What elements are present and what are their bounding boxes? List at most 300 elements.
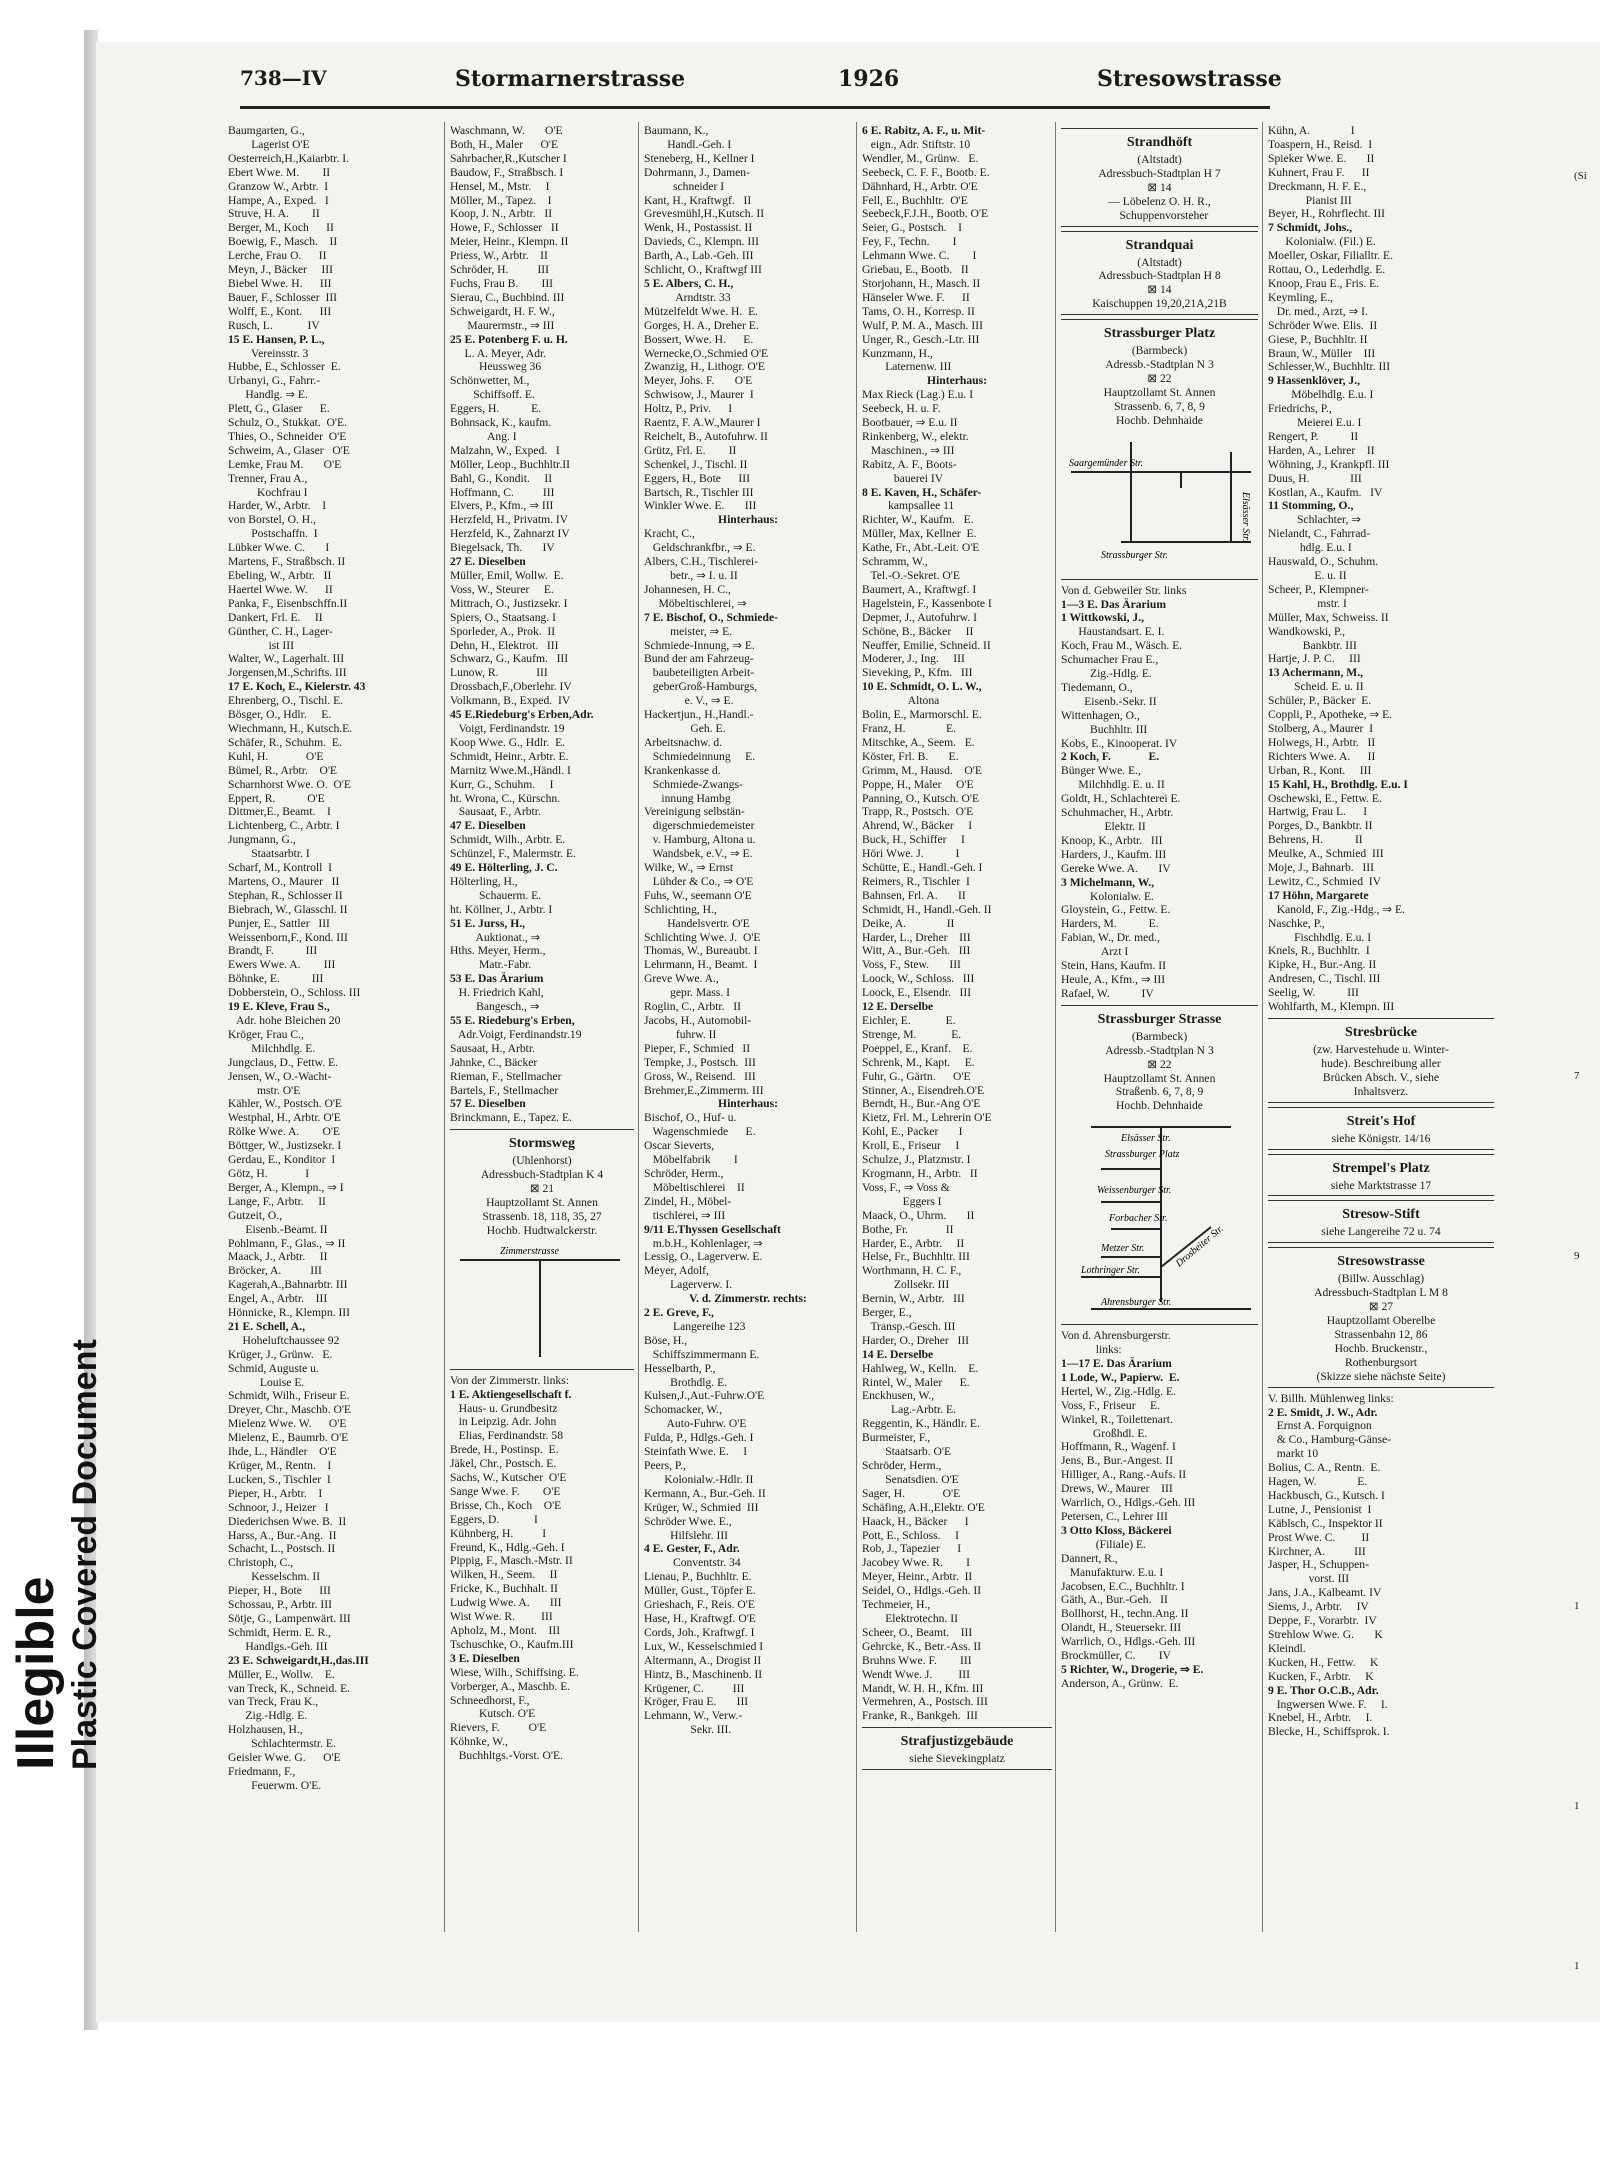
directory-entry: 23 E. Schweigardt,H.,das.III xyxy=(228,1653,369,1667)
directory-entry: Stinner, A., Eisendreh.O'E xyxy=(862,1083,985,1097)
directory-entry: Müller, Max, Schweiss. II xyxy=(1268,610,1389,624)
directory-entry: Hagelstein, F., Kassenbote I xyxy=(862,596,992,610)
directory-entry: Elektrotechn. II xyxy=(862,1611,958,1625)
directory-entry: Raentz, F. A.W.,Maurer I xyxy=(644,416,761,430)
directory-entry: Wiechmann, H., Kutsch.E. xyxy=(228,721,353,735)
directory-entry: schneider I xyxy=(644,179,725,193)
directory-entry: mstr. O'E xyxy=(228,1083,301,1097)
section-subheading: Hinterhaus: xyxy=(927,374,987,388)
directory-entry: Depmer, J., Autofuhrw. I xyxy=(862,610,978,624)
directory-entry: Senatsdien. O'E xyxy=(862,1472,959,1486)
directory-entry: Kucken, H., Fettw. K xyxy=(1268,1655,1379,1669)
directory-entry: Dobberstein, O., Schloss. III xyxy=(228,986,361,1000)
directory-entry: Von d. Ahrensburgerstr. xyxy=(1061,1329,1171,1343)
directory-entry: Holtz, P., Priv. I xyxy=(644,402,733,416)
directory-entry: Möbelfabrik I xyxy=(644,1153,738,1167)
directory-entry: 4 E. Gester, F., Adr. xyxy=(644,1542,740,1556)
directory-entry: Ludwig Wwe. A. III xyxy=(450,1596,562,1610)
directory-entry: Schulze, J., Platzmstr. I xyxy=(862,1153,971,1167)
directory-entry: Schlicht, O., Kraftwgf III xyxy=(644,263,762,277)
directory-entry: Rölke Wwe. A. O'E xyxy=(228,1125,341,1139)
directory-entry: Vorberger, A., Maschb. E. xyxy=(450,1679,571,1693)
directory-entry: Buchhltr. III xyxy=(1061,722,1148,736)
directory-entry: Harders, M. E. xyxy=(1061,917,1159,931)
directory-entry: Altona xyxy=(862,694,940,708)
directory-entry: Warrlich, O., Hdlgs.-Geh. III xyxy=(1061,1496,1196,1510)
directory-entry: Mützelfeldt Wwe. H. E. xyxy=(644,304,759,318)
directory-entry: Moderer, J., Ing. III xyxy=(862,652,965,666)
stresowstrasse-block xyxy=(1268,1247,1494,1387)
directory-entry: Meierei E.u. I xyxy=(1268,416,1362,430)
directory-entry: Hackbusch, G., Kutsch. I xyxy=(1268,1488,1385,1502)
strassburger-strasse-block xyxy=(1061,1005,1258,1325)
map-label-forbacher: Forbacher Str. xyxy=(1109,1213,1168,1225)
directory-entry: Kohl, E., Packer I xyxy=(862,1125,963,1139)
directory-entry: Schacht, L., Postsch. II xyxy=(228,1542,336,1556)
directory-entry: 7 E. Bischof, O., Schmiede- xyxy=(644,610,778,624)
stresow-stift-block xyxy=(1268,1200,1494,1243)
directory-entry: Schlichting, H., xyxy=(644,902,717,916)
directory-entry: Strenge, M. E. xyxy=(862,1027,962,1041)
directory-entry: Dittmer,E., Beamt. I xyxy=(228,805,331,819)
directory-entry: Meyer, Johs. F. O'E xyxy=(644,374,753,388)
directory-entry: Geldschrankfbr., ⇒ E. xyxy=(644,541,756,555)
directory-entry: Rintel, W., Maler E. xyxy=(862,1375,970,1389)
year: 1926 xyxy=(838,66,900,92)
directory-entry: Gerdau, E., Konditor I xyxy=(228,1153,336,1167)
directory-entry: Schomacker, W., xyxy=(644,1403,723,1417)
directory-entry: Vereinigung selbstän- xyxy=(644,805,745,819)
directory-entry: Rafael, W. IV xyxy=(1061,986,1154,1000)
directory-entry: Postschaffn. I xyxy=(228,527,318,541)
directory-entry: ist III xyxy=(228,638,295,652)
directory-entry: Schwarz, G., Kaufm. III xyxy=(450,652,569,666)
directory-entry: Hönnicke, R., Klempn. III xyxy=(228,1306,351,1320)
directory-entry: Oschewski, E., Fettw. E. xyxy=(1268,791,1382,805)
directory-entry: Harder, L., Dreher III xyxy=(862,930,971,944)
directory-entry: Jacobsen, E.C., Buchhltr. I xyxy=(1061,1579,1185,1593)
directory-entry: Hths. Meyer, Herm., xyxy=(450,944,546,958)
directory-entry: Bösger, O., Hdlr. E. xyxy=(228,708,332,722)
directory-entry: Kolonialw. (Fil.) E. xyxy=(1268,235,1376,249)
directory-entry: Bangesch., ⇒ xyxy=(450,1000,540,1014)
directory-entry: Worthmann, H. C. F., xyxy=(862,1264,962,1278)
directory-entry: Kracht, C., xyxy=(644,527,695,541)
directory-entry: Deike, A. II xyxy=(862,916,955,930)
directory-entry: Mandt, W. H. H., Kfm. III xyxy=(862,1681,984,1695)
directory-entry: Plett, G., Glaser E. xyxy=(228,402,330,416)
directory-entry: Buchhltgs.-Vorst. O'E. xyxy=(450,1749,563,1763)
directory-entry: Knoop, K., Arbtr. III xyxy=(1061,833,1163,847)
directory-entry: Handlg. ⇒ E. xyxy=(228,388,308,402)
column-divider xyxy=(1262,122,1263,1932)
directory-entry: Struve, H. A. II xyxy=(228,207,320,221)
directory-entry: Hilfslehr. III xyxy=(644,1528,729,1542)
directory-entry: Cords, Joh., Kraftwgf. I xyxy=(644,1625,755,1639)
directory-entry: Stephan, R., Schlosser II xyxy=(228,888,343,902)
directory-entry: 57 E. Dieselben xyxy=(450,1097,526,1111)
directory-entry: Friedrichs, P., xyxy=(1268,402,1332,416)
column-6 xyxy=(1268,124,1494,1934)
directory-entry: Handlgs.-Geh. III xyxy=(228,1639,328,1653)
directory-entry: Scharf, M., Kontroll I xyxy=(228,861,333,875)
directory-entry: m.b.H., Kohlenlager, ⇒ xyxy=(644,1236,763,1250)
directory-entry: Mitschke, A., Seem. E. xyxy=(862,735,975,749)
directory-entry: Meyer, Heinr., Arbtr. II xyxy=(862,1570,973,1584)
directory-entry: Tel.-O.-Sekret. O'E xyxy=(862,569,960,582)
street-info-line: Hauptzollamt St. Annen xyxy=(486,1195,598,1209)
directory-entry: Bümel, R., Arbtr. O'E xyxy=(228,763,338,777)
directory-entry: 17 E. Koch, E., Kielerstr. 43 xyxy=(228,680,366,694)
directory-entry: Zig.-Hdlg. E. xyxy=(1061,667,1152,681)
directory-entry: Schlachter, ⇒ xyxy=(1268,513,1361,527)
directory-entry: Geisler Wwe. G. O'E xyxy=(228,1751,341,1765)
directory-entry: 5 Richter, W., Drogerie, ⇒ E. xyxy=(1061,1662,1204,1676)
directory-entry: (Filiale) E. xyxy=(1061,1537,1147,1551)
street-info-line: Hauptzollamt St. Annen xyxy=(1103,1071,1216,1085)
directory-entry: Rusch, L. IV xyxy=(228,318,320,332)
directory-entry: Stolberg, A., Maurer I xyxy=(1268,721,1374,735)
directory-entry: Weissenborn,F., Kond. III xyxy=(228,930,348,944)
strassburger-platz-sketch xyxy=(1061,432,1258,572)
directory-entry: Jasper, H., Schuppen- xyxy=(1268,1558,1369,1572)
directory-entry: Bahnsen, Frl. A. II xyxy=(862,888,966,902)
directory-entry: Hackertjun., H.,Handl.- xyxy=(644,708,754,722)
street-info-line: ⊠ 22 xyxy=(1147,371,1172,385)
directory-entry: Bund der am Fahrzeug- xyxy=(644,652,754,666)
directory-entry: van Treck, K., Schneid. E. xyxy=(228,1681,351,1695)
directory-entry: Schmidt, Herm. E. R., xyxy=(228,1625,332,1639)
directory-entry: Dreyer, Chr., Maschb. O'E xyxy=(228,1403,352,1417)
directory-entry: 9 E. Thor O.C.B., Adr. xyxy=(1268,1683,1379,1697)
directory-entry: Vermehren, A., Postsch. III xyxy=(862,1695,988,1709)
stresowstrasse-title: Stresowstrasse xyxy=(1337,1254,1425,1270)
directory-entry: Conventstr. 34 xyxy=(644,1556,741,1570)
directory-entry: Lehmann Wwe. C. I xyxy=(862,249,977,263)
directory-entry: 15 E. Hansen, P. L., xyxy=(228,332,325,346)
directory-entry: Krüger, J., Grünw. E. xyxy=(228,1347,333,1361)
directory-entry: Bolin, E., Marmorschl. E. xyxy=(862,708,982,722)
directory-entry: Priess, W., Arbtr. II xyxy=(450,249,548,263)
directory-entry: Schöne, B., Bäcker II xyxy=(862,624,974,638)
directory-entry: Kurr, G., Schuhm. I xyxy=(450,777,554,791)
directory-entry: Porges, D., Bankbtr. II xyxy=(1268,819,1373,833)
street-info-line: ⊠ 27 xyxy=(1368,1300,1394,1314)
directory-entry: Eppert, R. O'E xyxy=(228,791,325,805)
street-info-line: Strassenbahn 12, 86 xyxy=(1334,1327,1428,1341)
directory-entry: meister, ⇒ E. xyxy=(644,624,733,638)
directory-entry: Schweigardt, H. F. W., xyxy=(450,304,555,318)
directory-entry: Kolonialw.-Hdlr. II xyxy=(644,1472,754,1486)
directory-entry: Hertel, W., Zig.-Hdlg. E. xyxy=(1061,1384,1176,1398)
directory-entry: Duus, H. III xyxy=(1268,471,1362,485)
directory-entry: 53 E. Das Ärarium xyxy=(450,972,544,986)
directory-entry: Schneedhorst, F., xyxy=(450,1693,530,1707)
directory-entry: Harden, A., Lehrer II xyxy=(1268,443,1375,457)
directory-entry: 2 Koch, F. E. xyxy=(1061,750,1160,764)
directory-entry: Arbeitsnachw. d. xyxy=(644,735,723,749)
directory-entry: Koop Wwe. G., Hdlr. E. xyxy=(450,735,566,749)
directory-entry: Trenner, Frau A., xyxy=(228,471,308,485)
directory-entry: Eichler, E. E. xyxy=(862,1014,956,1027)
directory-entry: Kutsch. O'E xyxy=(450,1707,536,1721)
directory-entry: Moeller, Oskar, Filialltr. E. xyxy=(1268,249,1393,263)
directory-entry: Maack, O., Uhrm. II xyxy=(862,1208,975,1222)
strassburger-strasse-title: Strassburger Strasse xyxy=(1097,1011,1222,1027)
street-info-line: hude). Beschreibung aller xyxy=(1321,1056,1441,1070)
directory-entry: Bootbauer, ⇒ E.u. II xyxy=(862,416,958,430)
directory-entry: Voss, F., Stew. III xyxy=(862,958,961,972)
street-info-line: Hauptzollamt Oberelbe xyxy=(1326,1314,1436,1328)
directory-entry: 6 E. Rabitz, A. F., u. Mit- xyxy=(862,124,986,137)
directory-entry: Reichelt, B., Autofuhrw. II xyxy=(644,429,768,443)
directory-entry: Großhdl. E. xyxy=(1061,1426,1148,1440)
directory-entry: 5 E. Albers, C. H., xyxy=(644,276,734,290)
directory-entry: Holzhausen, H., xyxy=(228,1723,303,1737)
directory-entry: Petersen, C., Lehrer III xyxy=(1061,1510,1168,1523)
directory-entry: Drews, W., Maurer III xyxy=(1061,1482,1173,1496)
directory-entry: Tams, O. H., Korresp. II xyxy=(862,304,975,318)
stresow-stift-title: Stresow-Stift xyxy=(1342,1207,1420,1223)
directory-entry: Hagen, W. E. xyxy=(1268,1475,1368,1489)
directory-entry: Elias, Ferdinandstr. 58 xyxy=(450,1429,564,1443)
directory-entry: Fell, E., Buchhltr. O'E xyxy=(862,193,968,207)
directory-entry: Jäkel, Chr., Postsch. E. xyxy=(450,1457,557,1471)
directory-entry: Schmid, Auguste u. xyxy=(228,1361,319,1375)
directory-entry: Hilliger, A., Rang.-Aufs. II xyxy=(1061,1468,1187,1482)
directory-entry: Berger, A., Klempn., ⇒ I xyxy=(228,1180,344,1194)
directory-entry: V. Billh. Mühlenweg links: xyxy=(1268,1391,1394,1405)
directory-entry: Biegelsack, Th. IV xyxy=(450,541,555,555)
directory-entry: 1 Wittkowski, J., xyxy=(1061,611,1145,625)
directory-entry: Harder, E., Arbtr. II xyxy=(862,1236,965,1250)
directory-entry: Bartels, F., Stellmacher xyxy=(450,1083,559,1097)
directory-entry: Steinfath Wwe. E. I xyxy=(644,1445,748,1459)
directory-entry: Baumgarten, G., xyxy=(228,124,305,137)
directory-entry: Altermann, A., Drogist II xyxy=(644,1653,762,1667)
directory-entry: Schiffszimmermann E. xyxy=(644,1347,760,1361)
strafjustiz-block xyxy=(862,1727,1052,1770)
directory-entry: Hartwig, Frau L. I xyxy=(1268,805,1368,819)
directory-entry: Brinckmann, E., Tapez. E. xyxy=(450,1111,572,1125)
directory-entry: Bauer, F., Schlosser III xyxy=(228,290,338,304)
directory-entry: mstr. I xyxy=(1268,596,1347,610)
column-3 xyxy=(644,124,852,1934)
directory-entry: 12 E. Derselbe xyxy=(862,1000,934,1014)
map-label-lothringer: Lothringer Str. xyxy=(1081,1265,1140,1277)
directory-entry: Seebeck, C. F. F., Bootb. E. xyxy=(862,165,990,179)
side-label xyxy=(6,770,106,1770)
directory-entry: Bothe, Fr. II xyxy=(862,1222,954,1236)
directory-entry: Lemke, Frau M. O'E xyxy=(228,457,342,471)
directory-entry: Seebeck,F.J.H., Bootb. O'E xyxy=(862,207,989,221)
directory-entry: Ernst A. Forquignon xyxy=(1268,1419,1372,1433)
edge-fragment: 7 xyxy=(1574,1070,1580,1082)
directory-entry: 13 Achermann, M., xyxy=(1268,666,1363,680)
directory-entry: fuhrw. II xyxy=(644,1027,717,1041)
directory-entry: Christoph, C., xyxy=(228,1556,294,1570)
directory-entry: Handl.-Geh. I xyxy=(644,137,732,151)
directory-entry: Kesselschm. II xyxy=(228,1570,321,1584)
street-info-line: ⊠ 21 xyxy=(529,1182,555,1196)
directory-entry: Voss, W., Steurer E. xyxy=(450,582,554,596)
strassburger-strasse-sketch xyxy=(1061,1117,1258,1317)
map-label-ahrensburger: Ahrensburger Str. xyxy=(1101,1297,1172,1309)
directory-entry: geberGroß-Hamburgs, xyxy=(644,680,758,694)
street-info-line: Adressbuch-Stadtplan H 8 xyxy=(1098,269,1221,283)
directory-entry: Bischof, O., Huf- u. xyxy=(644,1111,737,1125)
directory-entry: Trapp, R., Postsch. O'E xyxy=(862,805,974,819)
directory-entry: Voss, F., ⇒ Voss & xyxy=(862,1180,950,1194)
directory-entry: Schmidt, Wilh., Arbtr. E. xyxy=(450,833,566,847)
directory-entry: ht. Köllner, J., Arbtr. I xyxy=(450,902,553,916)
directory-entry: Hampe, A., Exped. I xyxy=(228,193,329,207)
directory-entry: Knoop, Frau E., Fris. E. xyxy=(1268,276,1380,290)
streits-hof-text: siehe Königstr. 14/16 xyxy=(1331,1131,1431,1145)
directory-entry: Bohnsack, K., kaufm. xyxy=(450,416,552,430)
directory-entry: Scharnhorst Wwe. O. O'E xyxy=(228,777,351,791)
directory-entry: Seelig, W. III xyxy=(1268,986,1359,1000)
directory-entry: Roglin, C., Arbtr. II xyxy=(644,1000,741,1014)
directory-entry: Kochfrau I xyxy=(228,485,308,499)
directory-entry: Gereke Wwe. A. IV xyxy=(1061,861,1171,875)
strandhoeft-title: Strandhöft xyxy=(1126,135,1193,150)
directory-entry: Friedmann, F., xyxy=(228,1764,296,1778)
directory-entry: Lagerverw. I. xyxy=(644,1278,733,1292)
directory-entry: Kobs, E., Kinooperat. IV xyxy=(1061,736,1178,750)
directory-entry: Mielenz Wwe. W. O'E xyxy=(228,1417,347,1431)
directory-entry: Warrlich, O., Hdlgs.-Geh. III xyxy=(1061,1635,1196,1649)
directory-entry: Walter, W., Lagerhalt. III xyxy=(228,652,345,666)
directory-entry: 1 E. Aktiengesellschaft f. xyxy=(450,1387,572,1401)
street-info-line: Schuppenvorsteher xyxy=(1110,208,1209,222)
directory-entry: Pott, E., Schloss. I xyxy=(862,1528,959,1542)
map-label-zimmerstrasse: Zimmerstrasse xyxy=(500,1245,559,1257)
directory-entry: Voss, F., Friseur E. xyxy=(1061,1398,1161,1412)
directory-entry: Milchhdlg. E. u. II xyxy=(1061,778,1165,792)
directory-entry: baubeteiligten Arbeit- xyxy=(644,666,755,680)
directory-entry: tischlerei, ⇒ III xyxy=(644,1208,726,1222)
directory-entry: Kähler, W., Postsch. O'E xyxy=(228,1097,343,1111)
directory-entry: Sausaat, H., Arbtr. xyxy=(450,1041,536,1055)
map-label-metzer: Metzer Str. xyxy=(1101,1243,1145,1255)
directory-entry: Rinkenberg, W., elektr. xyxy=(862,429,969,443)
directory-entry: 45 E.Riedeburg's Erben,Adr. xyxy=(450,708,594,722)
section-subheading: Hinterhaus: xyxy=(718,513,778,527)
directory-entry: Harders, J., Kaufm. III xyxy=(1061,847,1167,861)
directory-entry: Schütte, E., Handl.-Geh. I xyxy=(862,861,983,875)
directory-entry: Eggers I xyxy=(862,1194,942,1208)
directory-entry: Griebau, E., Bootb. II xyxy=(862,263,969,277)
directory-entry: Schlesser,W., Buchhltr. III xyxy=(1268,360,1391,374)
directory-entry: Langereihe 123 xyxy=(644,1319,746,1333)
directory-entry: Schröder, Herm., xyxy=(862,1459,942,1472)
directory-entry: Kühnberg, H. I xyxy=(450,1526,547,1540)
directory-entry: bauerei IV xyxy=(862,471,944,485)
directory-entry: Grevesmühl,H.,Kutsch. II xyxy=(644,207,765,221)
directory-entry: Jahnke, C., Bäcker xyxy=(450,1055,538,1069)
directory-entry: Anderson, A., Grünw. E. xyxy=(1061,1676,1179,1690)
street-info-line: Inhaltsverz. xyxy=(1353,1084,1409,1098)
directory-entry: Krüger, W., Schmied III xyxy=(644,1500,759,1514)
streits-hof-title: Streit's Hof xyxy=(1346,1113,1416,1129)
directory-entry: Tiedemann, O., xyxy=(1061,680,1133,694)
directory-entry: Ehrenberg, O., Tischl. E. xyxy=(228,694,344,708)
directory-entry: Schumacher Frau E., xyxy=(1061,653,1159,667)
directory-entry: Hartje, J. P. C. III xyxy=(1268,652,1361,666)
directory-entry: Bünger Wwe. E., xyxy=(1061,764,1141,778)
directory-entry: Kuhnert, Frau F. II xyxy=(1268,165,1370,179)
directory-entry: Brehmer,E.,Zimmerm. III xyxy=(644,1083,764,1097)
streits-hof-block xyxy=(1268,1107,1494,1150)
street-info-line: Adressb.-Stadtplan N 3 xyxy=(1105,358,1214,372)
directory-entry: Schröder Wwe. E., xyxy=(644,1514,732,1528)
directory-entry: Poppe, H., Maler O'E xyxy=(862,777,974,791)
directory-entry: Höri Wwe. J. I xyxy=(862,847,960,861)
directory-entry: Grieshach, F., Reis. O'E xyxy=(644,1598,755,1612)
directory-entry: Reimers, R., Tischler I xyxy=(862,874,970,888)
directory-entry: Hoffmann, R., Wagenf. I xyxy=(1061,1440,1176,1454)
edge-fragment: 1 xyxy=(1574,1800,1580,1812)
directory-entry: Wiese, Wilh., Schiffsing. E. xyxy=(450,1665,579,1679)
directory-entry: Möller, Leop., Buchhltr.II xyxy=(450,457,570,471)
directory-entry: Wist Wwe. R. III xyxy=(450,1610,553,1624)
edge-fragment: 1 xyxy=(1574,1600,1580,1612)
directory-entry: Kirchner, A. III xyxy=(1268,1544,1366,1558)
directory-entry: Krogmann, H., Arbtr. II xyxy=(862,1166,978,1180)
directory-entry: Koop, J. N., Arbtr. II xyxy=(450,207,553,221)
directory-entry: Kulsen,J.,Aut.-Fuhrw.O'E xyxy=(644,1389,765,1403)
directory-entry: Stein, Hans, Kaufm. II xyxy=(1061,959,1166,973)
directory-entry: Köster, Frl. B. E. xyxy=(862,749,959,763)
directory-entry: Jens, B., Bur.-Angest. II xyxy=(1061,1454,1174,1468)
directory-entry: Blecke, H., Schiffsprok. I. xyxy=(1268,1725,1390,1739)
strassburger-platz-title: Strassburger Platz xyxy=(1103,326,1216,342)
directory-entry: 15 Kahl, H., Brothdlg. E.u. I xyxy=(1268,777,1408,791)
street-info-line: (zw. Harvestehude u. Winter- xyxy=(1313,1043,1449,1056)
street-info-line: Hochb. Dehnhaide xyxy=(1116,413,1203,427)
directory-entry: Herzfeld, K., Zahnarzt IV xyxy=(450,527,570,541)
directory-entry: Arzt I xyxy=(1061,945,1129,959)
directory-entry: Lessig, O., Lagerverw. E. xyxy=(644,1250,763,1264)
directory-entry: Rottau, O., Lederhdlg. E. xyxy=(1268,263,1386,277)
directory-entry: Dohrmann, J., Damen- xyxy=(644,165,750,179)
directory-entry: Schauerm. E. xyxy=(450,888,542,902)
directory-entry: Schramm, W., xyxy=(862,555,928,569)
strassburger-platz-block xyxy=(1061,319,1258,579)
directory-entry: Fuhr, G., Gärtn. O'E xyxy=(862,1069,971,1083)
directory-entry: Handelsvertr. O'E xyxy=(644,916,750,930)
directory-entry: Panka, F., Eisenbschffn.II xyxy=(228,596,348,610)
directory-entry: Lienau, P., Buchhltr. E. xyxy=(644,1570,752,1584)
map-label-strassburger-platz: Strassburger Platz xyxy=(1105,1149,1180,1161)
directory-entry: H. Friedrich Kahl, xyxy=(450,986,544,1000)
directory-entry: Böttger, W., Justizsekr. I xyxy=(228,1139,342,1153)
directory-entry: von Borstel, O. H., xyxy=(228,513,316,527)
directory-entry: Schröder Wwe. Elis. II xyxy=(1268,318,1378,332)
directory-entry: Schenkel, J., Tischl. II xyxy=(644,457,748,471)
street-info-line: Hochb. Hudtwalckerstr. xyxy=(486,1223,598,1237)
directory-entry: Elektr. II xyxy=(1061,820,1146,833)
directory-entry: van Treck, Frau K., xyxy=(228,1695,319,1709)
directory-entry: Harss, A., Bur.-Ang. II xyxy=(228,1528,337,1542)
directory-entry: Sieveking, P., Kfm. III xyxy=(862,666,973,680)
directory-entry: Kunzmann, H., xyxy=(862,346,933,360)
directory-entry: Lag.-Arbtr. E. xyxy=(862,1403,957,1417)
directory-entry: Both, H., Maler O'E xyxy=(450,137,559,151)
directory-entry: 3 Otto Kloss, Bäckerei xyxy=(1061,1523,1172,1537)
directory-entry: Lühder & Co., ⇒ O'E xyxy=(644,874,754,888)
